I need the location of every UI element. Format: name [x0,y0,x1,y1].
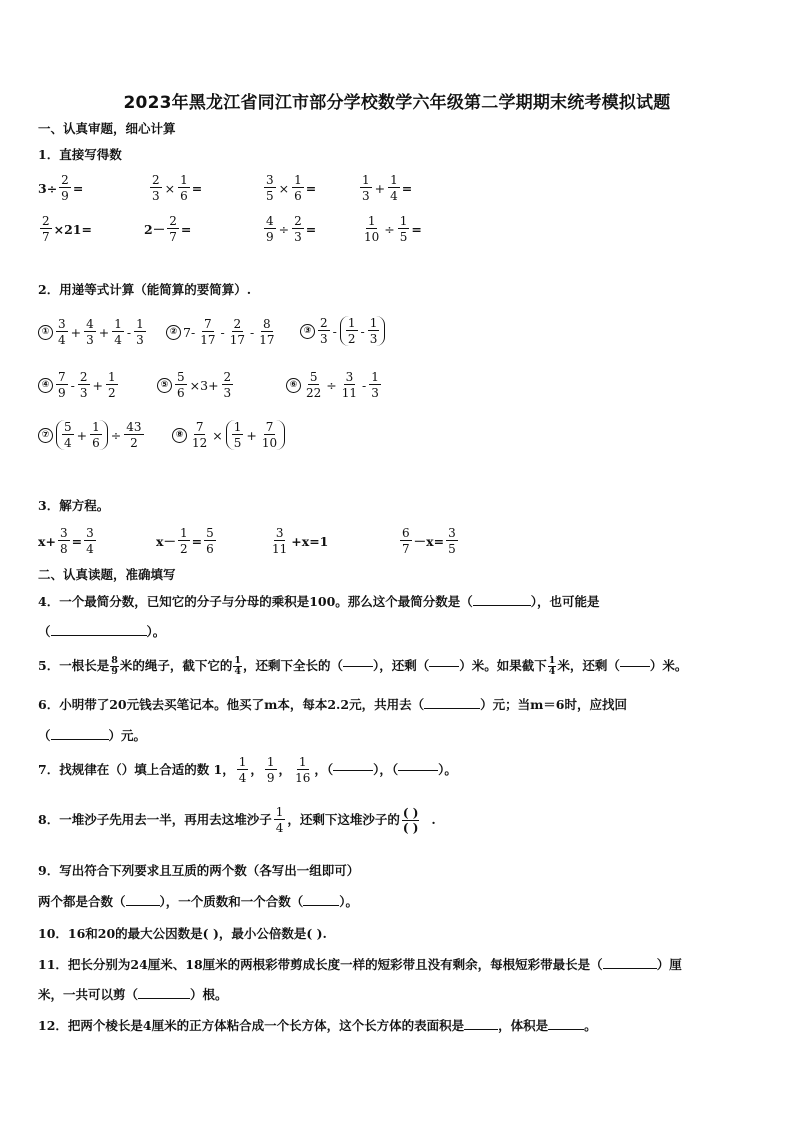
q3-label: 3．解方程。 [38,498,110,513]
circled-number-6: ⑥ [286,378,301,393]
answer-blank[interactable] [51,739,109,740]
answer-blank[interactable] [424,708,480,709]
circled-number-3: ③ [300,324,315,339]
circled-number-7: ⑦ [38,428,53,443]
parentheses: $\frac{1}{5}$ + $\frac{7}{10}$ [226,420,285,450]
q1-item-1 [38,174,83,202]
answer-blank[interactable] [303,905,339,906]
q1-item-5: $\frac{2}{7}$ ×21= [42,214,92,244]
answer-blank[interactable] [464,1029,498,1030]
circled-number-5: ⑤ [157,378,172,393]
q6-line-1: 6．小明带了20元钱去买笔记本。他买了m本，每本2.2元，共用去（ ）元；当m＝6时，应找回 [38,697,628,712]
q1-item-3: $\frac{3}{5}$ × $\frac{1}{6}$ = [266,173,317,203]
circled-number-1: ① [38,325,53,340]
answer-blank[interactable] [603,968,657,969]
q4-text-1: 4．一个最简分数，已知它的分子与分母的乘积是100。那么这个最简分数是（ [38,594,473,609]
answer-blank[interactable] [398,770,438,771]
circled-number-8: ⑧ [172,428,187,443]
q1-item-4: $\frac{1}{3}$ + $\frac{1}{4}$ = [362,173,413,203]
answer-blank[interactable] [473,605,531,606]
q8-line: 8．一堆沙子先用去一半，再用去这堆沙子 $\frac{1}{4}$ ，还剩下这堆沙子的 ( ) ( ) . [38,805,436,835]
fraction: $\frac{2}{9}$ [61,173,69,203]
q2-label: 2．用递等式计算（能简算的要简算）. [38,282,252,297]
q9-prompt: 9．写出符合下列要求且互质的两个数（各写出一组即可） [38,863,360,878]
q2-expr-2: ② 7- $\frac{7}{17}$ - $\frac{2}{17}$ - $\frac{8}{17}$ [166,318,279,346]
q4-line-1 [38,596,600,609]
equals-sign: = [72,180,84,196]
q4-line-2: （ ）。 [38,624,166,639]
q2-expr-8: ⑧ $\frac{7}{12}$ × $\frac{1}{5}$ + $\frac{7}{10}$ [172,420,287,450]
circled-number-4: ④ [38,378,53,393]
answer-blank[interactable] [333,770,373,771]
answer-blank[interactable] [51,635,147,636]
q11-line-1: 11．把长分别为24厘米、18厘米的两根彩带剪成长度一样的短彩带且没有剩余，每根短彩带最长是（ ）厘 [38,957,682,972]
q2-expr-6: ⑥ $\frac{5}{22}$ ÷ $\frac{3}{11}$ - $\frac{1}{3}$ [286,371,383,399]
section-1-heading: 一、认真审题，细心计算 [38,121,176,136]
q1-item-6: 2－ $\frac{2}{7}$ = [144,214,192,244]
answer-blank[interactable] [429,666,459,667]
answer-blank[interactable] [126,905,160,906]
q12-line: 12．把两个棱长是4厘米的正方体粘合成一个长方体，这个长方体的表面积是 ，体积是 。 [38,1018,597,1033]
page-title: 2023年黑龙江省同江市部分学校数学六年级第二学期期末统考模拟试题 [123,93,671,113]
q2-expr-4: ④ $\frac{7}{9}$ - $\frac{2}{3}$ + $\frac{1}{2}$ [38,371,120,399]
parentheses: $\frac{1}{2}$ - $\frac{1}{3}$ [340,316,386,346]
q3-equation-2: x－ $\frac{1}{2}$ = $\frac{5}{6}$ [156,526,214,556]
q2-expr-1: ① $\frac{3}{4}$ + $\frac{4}{3}$ + $\frac{1}{4}$ - $\frac{1}{3}$ [38,318,148,346]
q2-expr-7: ⑦ $\frac{5}{4}$ + $\frac{1}{6}$ ÷ $\frac{43}{2}$ [38,420,146,450]
q6-line-2: （ ）元。 [38,728,147,743]
q1-item-2: $\frac{2}{3}$ × $\frac{1}{6}$ = [152,173,203,203]
q10-line: 10．16和20的最大公因数是( )，最小公倍数是( ). [38,926,327,941]
q1-label: 1．直接写得数 [38,147,122,162]
q1-item-8: $\frac{1}{10}$ ÷ $\frac{1}{5}$ = [364,214,422,244]
q1-text: 3÷ [38,180,58,196]
q1-item-7: $\frac{4}{9}$ ÷ $\frac{2}{3}$ = [266,214,317,244]
q11-line-2: 米，一共可以剪（ ）根。 [38,987,228,1002]
q7-line: 7．找规律在（）填上合适的数 1， $\frac{1}{4}$ ， $\frac{1}{9}$ ， $\frac{1}{16}$ ，（ ），（ ）。 [38,755,457,785]
q3-equation-3: $\frac{3}{11}$ +x=1 [272,526,329,556]
q2-expr-3: ③ $\frac{2}{3}$ - $\frac{1}{2}$ - $\frac{1}{3}$ [300,316,387,346]
answer-blank[interactable] [620,666,650,667]
answer-fraction-blank[interactable]: ( ) ( ) [402,805,419,835]
q9-line-2: 两个都是合数（ ），一个质数和一个合数（ ）。 [38,894,359,909]
circled-number-2: ② [166,325,181,340]
answer-blank[interactable] [343,666,373,667]
parentheses: $\frac{5}{4}$ + $\frac{1}{6}$ [56,420,108,450]
q4-text-2: ），也可能是 [530,594,600,609]
q2-expr-5: ⑤ $\frac{5}{6}$ ×3+ $\frac{2}{3}$ [157,371,235,399]
answer-blank[interactable] [548,1029,584,1030]
section-2-heading: 二、认真读题，准确填写 [38,567,176,582]
q3-equation-4: $\frac{6}{7}$ －x= $\frac{3}{5}$ [402,526,456,556]
q3-equation-1: x+ $\frac{3}{8}$ = $\frac{3}{4}$ [38,526,94,556]
q5-line: 5．一根长是 8 9 米的绳子，截下它的 1 4 ，还剩下全长的（ ），还剩（ ）米。如果截下 1 4 米，还剩（ ）米。 [38,655,688,677]
answer-blank[interactable] [138,998,190,999]
